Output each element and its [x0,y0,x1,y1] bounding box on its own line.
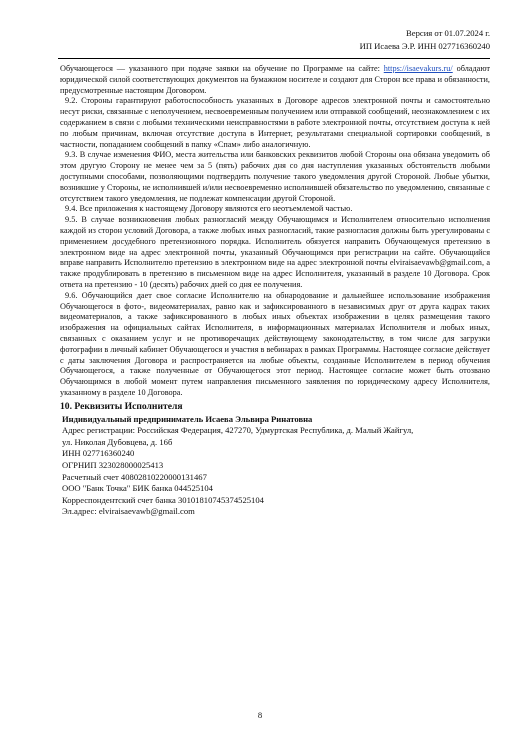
header-rule [58,58,490,59]
registration-address-street: ул. Николая Дубовцева, д. 16б [62,436,173,447]
clause-9-3: 9.3. В случае изменения ФИО, места жительства или банковских реквизитов любой Стороны она обязана уведомить об этом другую Сторону не менее чем за 5 (пять) рабочих дня со дня наступления указанных обстоятельств любыми доступными способами, позволяющими подтвердить получение такого уведомления другой Стороной. Любые убытки, возникшие у Стороны, не исполнившей и/или несвоевременно исполнившей обязательство по уведомлению, связанные с отсутствием такого уведомления, не подлежат компенсации другой Стороной. [60,150,490,203]
section-10-heading [60,401,490,413]
clause-9-4: 9.4. Все приложения к настоящему Договору являются его неотъемлемой частью. [65,204,353,214]
bank-name: ООО "Банк Точка" БИК банка 044525104 [62,483,213,494]
executor-name: Индивидуальный предприниматель Исаева Эльвира Ринатовна [62,413,313,424]
continued-text-start: Обучающегося — указанного при подаче заявки на обучение по Программе на сайте: [60,64,384,73]
registration-address: Адрес регистрации: Российская Федерация, 427270, Удмуртская Республика, д. Малый Жайгул, [62,425,414,436]
section-number: 10. [60,400,72,412]
clause-9-2: 9.2. Стороны гарантируют работоспособность указанных в Договоре адресов электронной почты и самостоятельно несут риски, связанные с неполучением, несвоевременным получением или отправкой сообщений, неознакомлением с их содержанием в связи с любыми техническими неисправностями в работе электронной почты, отсутствием доступа к ней по любым причинам, включая отсутствие доступа в Интернет, результатами специальной сортировки сообщений, в частности, попаданием сообщений в папку «Спам» либо аналогичную. [60,96,490,149]
continued-text-end: обладают юридической силой соответствующих документов на бумажном носителе и создают для Сторон все права и обязанности, предусмотренные настоящим Договором. [60,64,490,95]
clause-9-5: 9.5. В случае возникновения любых разногласий между Обучающимся и Исполнителем относительно исполнения каждой из сторон условий Договора, а также любых иных разногласий, такие разногласия должны быть урегулированы с применением досудебного претензионного порядка. Исполнитель обязуется направить Обучающемуся претензию в электронном виде на адрес электронной почты, указанный Обучающимся при регистрации на сайте. Обучающийся вправе направить Исполнителю претензию в электронном виде на адрес электронной почты elviraisaevawb@gmail.com, а также продублировать в претензию в письменном виде на адрес Исполнителя, указанный в разделе 10 Договора. Срок ответа на претензию - 10 (десять) рабочих дней со дня ее получения. [60,215,490,289]
inn-number: ИНН 027716360240 [62,448,135,459]
website-link[interactable]: https://isaevakurs.ru/ [383,64,453,73]
document-body [60,64,490,518]
owner-header: ИП Исаева Э.Р. ИНН 027716360240 [359,41,490,51]
clause-9-6: 9.6. Обучающийся дает свое согласие Исполнителю на обнародование и дальнейшее использование изображения Обучающегося в фото-, видеоматериалах, равно как и зафиксированного в независимых друг от друга кадрах таких видеоматериалов, а также зафиксированного в любых иных объектах изображении в целях размещения такого изображения на официальных сайтах Исполнителя, в информационных материалах Исполнителя и любых иных, связанных с оказанием услуг и не противоречащих действующему законодательству, в том числе для загрузки фотографии в личный кабинет Обучающегося и участия в вебинарах в рамках Программы. Настоящее согласие действует с даты заключения Договора и распространяется на любые объекты, созданные Исполнителем в период обучения Обучающегося, а также полученные от Обучающегося этот период. Настоящее согласие может быть отозвано Обучающимся в любой момент путем направления письменного заявления по юридическому адресу Исполнителя, указанному в разделе 10 Договора. [60,290,490,397]
correspondent-account: Корреспондентский счет банка 30101810745374525104 [62,494,264,505]
page-number: 8 [257,710,263,720]
continued-paragraph [60,64,490,96]
bank-account: Расчетный счет 40802810220000131467 [62,471,207,482]
email-address: Эл.адрес: elviraisaevawb@gmail.com [62,506,195,517]
ogrnip-number: ОГРНИП 323028000025413 [62,460,164,471]
section-title: Реквизиты Исполнителя [74,400,183,412]
version-header: Версия от 01.07.2024 г. [406,28,490,38]
